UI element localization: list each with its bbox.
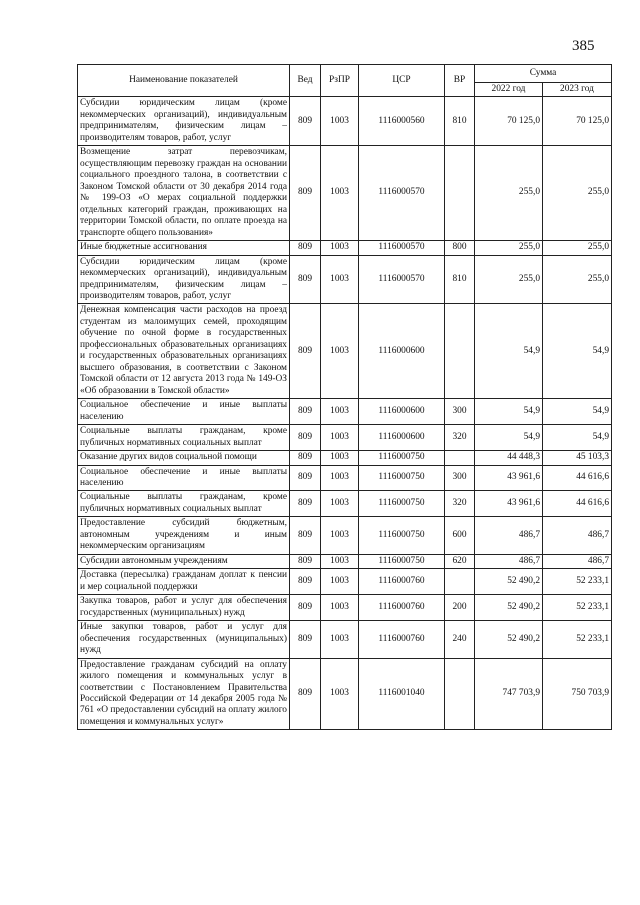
row-ved-cell: 809 — [290, 304, 321, 399]
row-ved-cell: 809 — [290, 491, 321, 517]
row-2023-cell: 45 103,3 — [543, 451, 612, 465]
row-rzpr-cell: 1003 — [321, 146, 359, 241]
table-row — [78, 241, 612, 255]
row-ved-cell: 809 — [290, 399, 321, 425]
table-row — [78, 569, 612, 595]
row-vr-cell: 800 — [445, 241, 475, 255]
row-name-cell: Субсидии автономным учреждениям — [78, 554, 290, 568]
row-csr-cell: 1116000750 — [359, 554, 445, 568]
table-row — [78, 97, 612, 146]
row-ved-cell: 809 — [290, 517, 321, 554]
row-2023-cell: 70 125,0 — [543, 97, 612, 146]
row-2023-cell: 255,0 — [543, 241, 612, 255]
row-2023-cell: 255,0 — [543, 146, 612, 241]
row-csr-cell: 1116000750 — [359, 491, 445, 517]
row-2023-cell: 44 616,6 — [543, 465, 612, 491]
row-name-cell: Социальные выплаты гражданам, кроме публичных нормативных социальных выплат — [78, 491, 290, 517]
row-csr-cell: 1116000570 — [359, 255, 445, 304]
row-csr-cell: 1116000760 — [359, 595, 445, 621]
row-name-cell: Субсидии юридическим лицам (кроме некоммерческих организаций), индивидуальным предпринимателям, физическим лицам – производителям товаров, работ, услуг — [78, 255, 290, 304]
row-csr-cell: 1116000760 — [359, 621, 445, 658]
row-2022-cell: 486,7 — [475, 554, 543, 568]
row-vr-cell: 620 — [445, 554, 475, 568]
row-2023-cell: 486,7 — [543, 554, 612, 568]
row-csr-cell: 1116000570 — [359, 146, 445, 241]
row-2022-cell: 52 490,2 — [475, 569, 543, 595]
row-csr-cell: 1116000600 — [359, 399, 445, 425]
row-ved-cell: 809 — [290, 97, 321, 146]
row-vr-cell: 300 — [445, 399, 475, 425]
row-csr-cell: 1116000600 — [359, 425, 445, 451]
row-ved-cell: 809 — [290, 451, 321, 465]
table-row — [78, 491, 612, 517]
table-row — [78, 451, 612, 465]
row-csr-cell: 1116000560 — [359, 97, 445, 146]
row-ved-cell: 809 — [290, 595, 321, 621]
row-2022-cell: 43 961,6 — [475, 491, 543, 517]
row-vr-cell: 810 — [445, 255, 475, 304]
row-rzpr-cell: 1003 — [321, 465, 359, 491]
header-ved: Вед — [290, 65, 321, 97]
row-name-cell: Иные закупки товаров, работ и услуг для обеспечения государственных (муниципальных) нужд — [78, 621, 290, 658]
table-row — [78, 399, 612, 425]
header-2023: 2023 год — [543, 83, 612, 97]
row-2022-cell: 54,9 — [475, 304, 543, 399]
row-csr-cell: 1116000760 — [359, 569, 445, 595]
table-row — [78, 146, 612, 241]
row-2022-cell: 486,7 — [475, 517, 543, 554]
row-2022-cell: 255,0 — [475, 241, 543, 255]
row-vr-cell: 200 — [445, 595, 475, 621]
row-name-cell: Оказание других видов социальной помощи — [78, 451, 290, 465]
row-rzpr-cell: 1003 — [321, 491, 359, 517]
row-rzpr-cell: 1003 — [321, 97, 359, 146]
header-sum: Сумма — [475, 65, 612, 83]
row-2023-cell: 54,9 — [543, 425, 612, 451]
table-row — [78, 658, 612, 730]
row-name-cell: Субсидии юридическим лицам (кроме некоммерческих организаций), индивидуальным предпринимателям, физическим лицам – производителям товаров, работ, услуг — [78, 97, 290, 146]
row-ved-cell: 809 — [290, 621, 321, 658]
row-name-cell: Социальные выплаты гражданам, кроме публичных нормативных социальных выплат — [78, 425, 290, 451]
row-2022-cell: 255,0 — [475, 255, 543, 304]
row-csr-cell: 1116000750 — [359, 517, 445, 554]
table-row — [78, 554, 612, 568]
row-ved-cell: 809 — [290, 569, 321, 595]
row-vr-cell: 320 — [445, 425, 475, 451]
row-vr-cell: 240 — [445, 621, 475, 658]
row-2023-cell: 750 703,9 — [543, 658, 612, 730]
row-rzpr-cell: 1003 — [321, 425, 359, 451]
row-vr-cell — [445, 569, 475, 595]
row-rzpr-cell: 1003 — [321, 658, 359, 730]
row-2022-cell: 44 448,3 — [475, 451, 543, 465]
row-2022-cell: 54,9 — [475, 399, 543, 425]
row-2023-cell: 52 233,1 — [543, 621, 612, 658]
row-name-cell: Предоставление гражданам субсидий на оплату жилого помещения и коммунальных услуг в соответствии с Постановлением Правительства Российской Федерации от 14 декабря 2005 года № 761 «О предоставлении субсидий на оплату жилого помещения и коммунальных услуг» — [78, 658, 290, 730]
row-ved-cell: 809 — [290, 146, 321, 241]
row-2023-cell: 52 233,1 — [543, 595, 612, 621]
row-name-cell: Закупка товаров, работ и услуг для обеспечения государственных (муниципальных) нужд — [78, 595, 290, 621]
row-2022-cell: 70 125,0 — [475, 97, 543, 146]
row-name-cell: Предоставление субсидий бюджетным, автономным учреждениям и иным некоммерческим организациям — [78, 517, 290, 554]
row-vr-cell: 810 — [445, 97, 475, 146]
row-name-cell: Денежная компенсация части расходов на проезд студентам из малоимущих семей, проходящим обучение по очной форме в государственных профессиональных образовательных организациях и государственных образовательных организациях высшего образования, в соответствии с Законом Томской области от 12 августа 2013 года № 149-ОЗ «Об образовании в Томской области» — [78, 304, 290, 399]
row-csr-cell: 1116000750 — [359, 465, 445, 491]
row-name-cell: Иные бюджетные ассигнования — [78, 241, 290, 255]
row-2022-cell: 54,9 — [475, 425, 543, 451]
page-number: 385 — [572, 38, 595, 54]
row-name-cell: Социальное обеспечение и иные выплаты населению — [78, 399, 290, 425]
row-rzpr-cell: 1003 — [321, 569, 359, 595]
row-rzpr-cell: 1003 — [321, 554, 359, 568]
row-2023-cell: 54,9 — [543, 304, 612, 399]
row-csr-cell: 1116000750 — [359, 451, 445, 465]
row-name-cell: Доставка (пересылка) гражданам доплат к пенсии и мер социальной поддержки — [78, 569, 290, 595]
header-2022: 2022 год — [475, 83, 543, 97]
row-2023-cell: 54,9 — [543, 399, 612, 425]
table-row — [78, 621, 612, 658]
row-ved-cell: 809 — [290, 658, 321, 730]
table-row — [78, 304, 612, 399]
table-row — [78, 255, 612, 304]
row-2023-cell: 52 233,1 — [543, 569, 612, 595]
row-rzpr-cell: 1003 — [321, 255, 359, 304]
row-2023-cell: 255,0 — [543, 255, 612, 304]
row-2022-cell: 52 490,2 — [475, 595, 543, 621]
row-vr-cell — [445, 451, 475, 465]
table-row — [78, 425, 612, 451]
row-2022-cell: 52 490,2 — [475, 621, 543, 658]
row-rzpr-cell: 1003 — [321, 451, 359, 465]
table-row — [78, 465, 612, 491]
header-rzpr: РзПР — [321, 65, 359, 97]
row-name-cell: Социальное обеспечение и иные выплаты населению — [78, 465, 290, 491]
row-ved-cell: 809 — [290, 425, 321, 451]
row-2023-cell: 44 616,6 — [543, 491, 612, 517]
row-vr-cell: 320 — [445, 491, 475, 517]
table-row — [78, 517, 612, 554]
row-2023-cell: 486,7 — [543, 517, 612, 554]
header-vr: ВР — [445, 65, 475, 97]
row-2022-cell: 43 961,6 — [475, 465, 543, 491]
row-ved-cell: 809 — [290, 255, 321, 304]
row-vr-cell — [445, 146, 475, 241]
row-rzpr-cell: 1003 — [321, 595, 359, 621]
row-ved-cell: 809 — [290, 554, 321, 568]
row-vr-cell — [445, 658, 475, 730]
header-csr: ЦСР — [359, 65, 445, 97]
table-row — [78, 595, 612, 621]
row-rzpr-cell: 1003 — [321, 621, 359, 658]
row-csr-cell: 1116001040 — [359, 658, 445, 730]
row-name-cell: Возмещение затрат перевозчикам, осуществляющим перевозку граждан на основании социального проездного талона, в соответствии с Законом Томской области от 30 декабря 2014 года № 199-ОЗ «О мерах социальной поддержки отдельных категорий граждан, проживающих на территории Томской области, по оплате проезда на транспорте общего пользования» — [78, 146, 290, 241]
row-rzpr-cell: 1003 — [321, 517, 359, 554]
row-vr-cell: 300 — [445, 465, 475, 491]
row-rzpr-cell: 1003 — [321, 399, 359, 425]
header-name: Наименование показателей — [78, 65, 290, 97]
budget-table — [77, 64, 612, 730]
row-csr-cell: 1116000600 — [359, 304, 445, 399]
table-body — [78, 97, 612, 730]
row-rzpr-cell: 1003 — [321, 304, 359, 399]
row-ved-cell: 809 — [290, 241, 321, 255]
row-vr-cell: 600 — [445, 517, 475, 554]
row-rzpr-cell: 1003 — [321, 241, 359, 255]
row-csr-cell: 1116000570 — [359, 241, 445, 255]
row-ved-cell: 809 — [290, 465, 321, 491]
row-2022-cell: 255,0 — [475, 146, 543, 241]
row-2022-cell: 747 703,9 — [475, 658, 543, 730]
row-vr-cell — [445, 304, 475, 399]
